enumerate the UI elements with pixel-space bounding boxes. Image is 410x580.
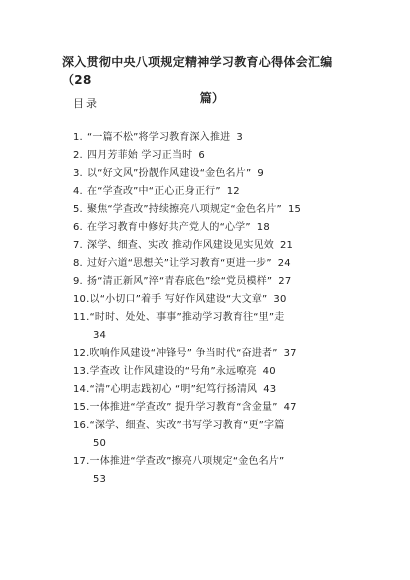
- toc-item-page-number: 3: [236, 132, 243, 143]
- toc-item-number: 9.: [73, 276, 83, 287]
- toc-item[interactable]: [73, 381, 363, 399]
- toc-item-title: “一篇不松”将学习教育深入推进: [87, 132, 231, 143]
- toc-item[interactable]: [73, 219, 363, 237]
- toc-item-number: 1.: [73, 132, 83, 143]
- toc-item[interactable]: [73, 147, 363, 165]
- toc-item-page-number: 30: [273, 294, 287, 305]
- toc-item-page-number: 27: [278, 276, 292, 287]
- toc-item-page-number: 34: [93, 330, 107, 341]
- toc-item[interactable]: [73, 255, 363, 273]
- toc-item-number: 16.: [73, 420, 90, 431]
- toc-item-page-number: 21: [279, 240, 294, 251]
- toc-item[interactable]: [73, 453, 363, 489]
- toc-item[interactable]: [73, 399, 363, 417]
- toc-item-page-number: 43: [263, 384, 277, 395]
- toc-item[interactable]: [73, 309, 363, 345]
- toc-item[interactable]: [73, 345, 363, 363]
- toc-item-title: 一体推进“学查改” 提升学习教育“含金量”: [89, 402, 278, 413]
- toc-item-page-number: 40: [262, 366, 276, 377]
- toc-item-page-number: 50: [93, 438, 107, 449]
- toc-item[interactable]: [73, 237, 363, 255]
- toc-item-number: 12.: [73, 348, 90, 359]
- toc-item-title: “时时、处处、事事”推动学习教育往“里”走: [89, 312, 285, 323]
- toc-item-title: 聚焦“学查改”持续擦亮八项规定“金色名片”: [87, 204, 282, 215]
- toc-item-title: 深学、细查、实改 推动作风建设见实见效: [87, 240, 274, 251]
- table-of-contents: [73, 129, 363, 489]
- toc-heading: 目录: [73, 97, 99, 110]
- toc-item-page-number: 15: [287, 204, 302, 215]
- toc-item-number: 15.: [73, 402, 90, 413]
- toc-item[interactable]: [73, 165, 363, 183]
- toc-item-number: 4.: [73, 186, 83, 197]
- toc-item[interactable]: [73, 201, 363, 219]
- toc-item-title: “深学、细查、实改”书写学习教育“更”字篇: [89, 420, 285, 431]
- toc-item-page-number: 47: [283, 402, 297, 413]
- toc-item-title: 吹响作风建设“冲锋号” 争当时代“奋进者”: [89, 348, 278, 359]
- toc-item-title: 以“好文风”扮靓作风建设“金色名片”: [87, 168, 252, 179]
- toc-item-number: 10.: [73, 294, 90, 305]
- toc-item[interactable]: [73, 183, 363, 201]
- toc-item-title: 学查改 让作风建设的“号角”永远嘹亮: [89, 366, 257, 377]
- toc-item[interactable]: [73, 129, 363, 147]
- document-title: [62, 53, 362, 107]
- toc-item-number: 14.: [73, 384, 90, 395]
- title-line-1: 深入贯彻中央八项规定精神学习教育心得体会汇编（28: [62, 55, 333, 87]
- title-line-2: 篇）: [199, 91, 225, 105]
- toc-item-title: 扬“清正新风”淬“青春底色”绘“党员模样”: [87, 276, 273, 287]
- toc-item-number: 11.: [73, 312, 90, 323]
- toc-item-page-number: 53: [93, 474, 107, 485]
- toc-item-number: 17.: [73, 456, 90, 467]
- toc-item-title: 四月芳菲始 学习正当时: [87, 150, 193, 161]
- toc-item-number: 13.: [73, 366, 90, 377]
- toc-item-page-number: 12: [226, 186, 240, 197]
- toc-item-page-number: 37: [283, 348, 297, 359]
- toc-item-page-number: 24: [277, 258, 291, 269]
- toc-item-page-number: 9: [257, 168, 264, 179]
- toc-item-title: 以“小切口”着手 写好作风建设“大文章”: [89, 294, 268, 305]
- toc-item-title: 在学习教育中修好共产党人的“心学”: [87, 222, 251, 233]
- toc-item[interactable]: [73, 417, 363, 453]
- toc-item-title: 一体推进“学查改”擦亮八项规定“金色名片”: [89, 456, 285, 467]
- toc-item-number: 8.: [73, 258, 83, 269]
- toc-item-page-number: 18: [256, 222, 270, 233]
- toc-item-title: “清”心明志践初心 “明”纪笃行扬清风: [89, 384, 258, 395]
- toc-item[interactable]: [73, 273, 363, 291]
- toc-item-number: 5.: [73, 204, 83, 215]
- toc-item-number: 3.: [73, 168, 83, 179]
- toc-item-title: 在“学查改”中“正心正身正行”: [87, 186, 221, 197]
- toc-item[interactable]: [73, 291, 363, 309]
- toc-item-title: 过好六道“思想关”让学习教育“更进一步”: [87, 258, 272, 269]
- toc-item-number: 7.: [73, 240, 83, 251]
- toc-item-number: 2.: [73, 150, 83, 161]
- toc-item[interactable]: [73, 363, 363, 381]
- toc-item-page-number: 6: [198, 150, 205, 161]
- toc-item-number: 6.: [73, 222, 83, 233]
